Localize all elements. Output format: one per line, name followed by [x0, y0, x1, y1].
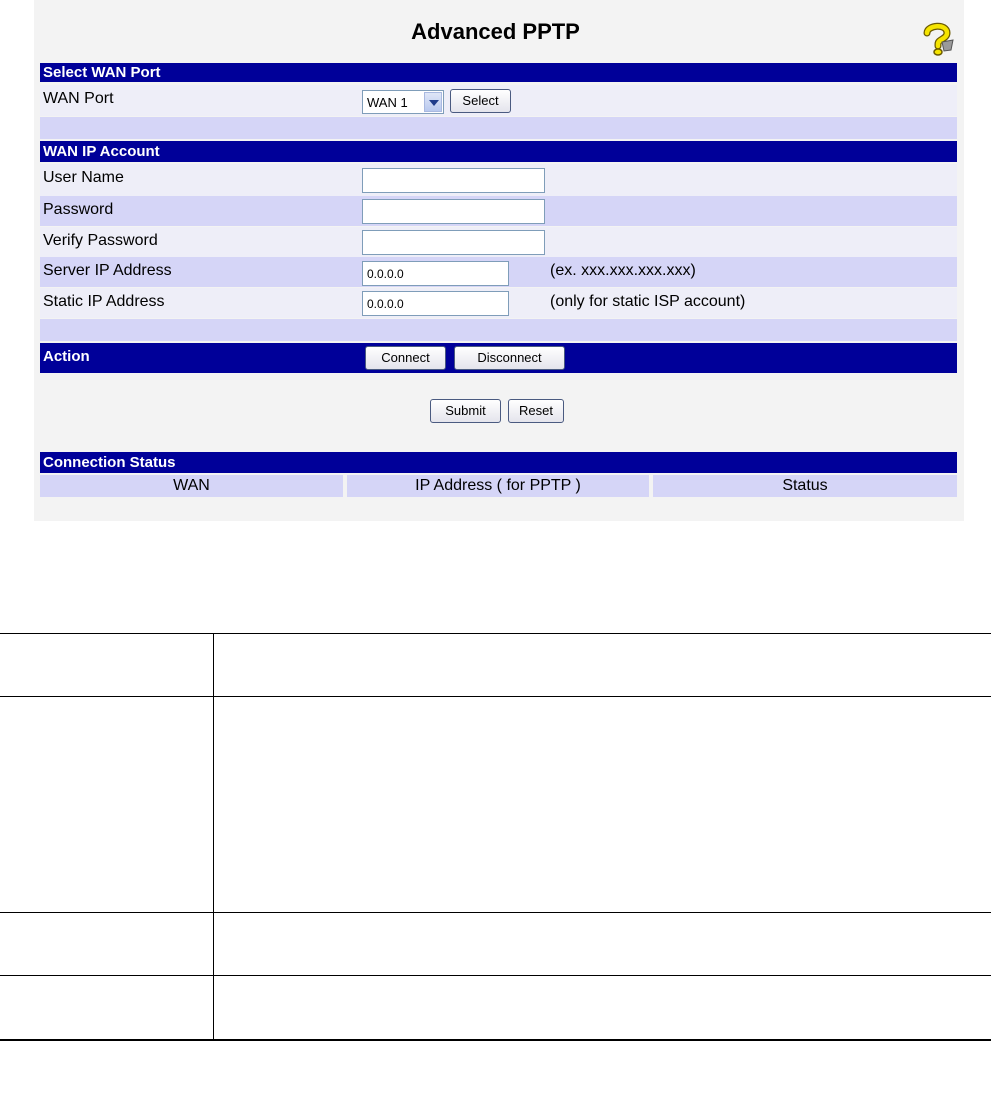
select-button[interactable]: Select — [450, 89, 511, 113]
wan-port-select[interactable] — [362, 90, 444, 114]
page-title: Advanced PPTP — [411, 19, 580, 44]
wan-ip-account-header — [40, 141, 957, 162]
verify-password-label: Verify Password — [43, 232, 158, 249]
table-divider — [0, 975, 991, 976]
table-divider — [0, 1039, 991, 1041]
spacer-row — [40, 319, 957, 341]
connection-status-header — [40, 452, 957, 473]
table-divider — [0, 912, 991, 913]
table-divider — [0, 633, 991, 634]
connect-button[interactable]: Connect — [365, 346, 446, 370]
table-column-divider — [213, 633, 214, 1040]
section-title: Action — [43, 348, 90, 365]
static-ip-hint: (only for static ISP account) — [550, 293, 746, 310]
user-name-label: User Name — [43, 169, 124, 186]
column-header-wan: WAN — [40, 475, 343, 497]
column-header-ip-address: IP Address ( for PPTP ) — [347, 475, 649, 497]
select-wan-port-header — [40, 63, 957, 82]
password-input[interactable] — [362, 199, 545, 224]
section-title: Connection Status — [43, 454, 176, 471]
wan-port-label: WAN Port — [43, 90, 114, 107]
password-label: Password — [43, 201, 114, 218]
help-icon[interactable] — [920, 22, 956, 56]
connection-status-table-header — [40, 475, 957, 497]
reset-button[interactable]: Reset — [508, 399, 564, 423]
table-divider — [0, 696, 991, 697]
section-title: WAN IP Account — [43, 143, 160, 160]
verify-password-input[interactable] — [362, 230, 545, 255]
static-ip-input[interactable] — [362, 291, 509, 316]
static-ip-label: Static IP Address — [43, 293, 165, 310]
submit-button[interactable]: Submit — [430, 399, 501, 423]
disconnect-button[interactable]: Disconnect — [454, 346, 565, 370]
chevron-down-icon[interactable] — [424, 92, 442, 112]
user-name-input[interactable] — [362, 168, 545, 193]
server-ip-label: Server IP Address — [43, 262, 172, 279]
section-title: Select WAN Port — [43, 64, 161, 81]
wan-port-selected-value: WAN 1 — [367, 95, 408, 110]
server-ip-hint: (ex. xxx.xxx.xxx.xxx) — [550, 262, 696, 279]
spacer-row — [40, 117, 957, 139]
server-ip-input[interactable] — [362, 261, 509, 286]
column-header-status: Status — [653, 475, 957, 497]
